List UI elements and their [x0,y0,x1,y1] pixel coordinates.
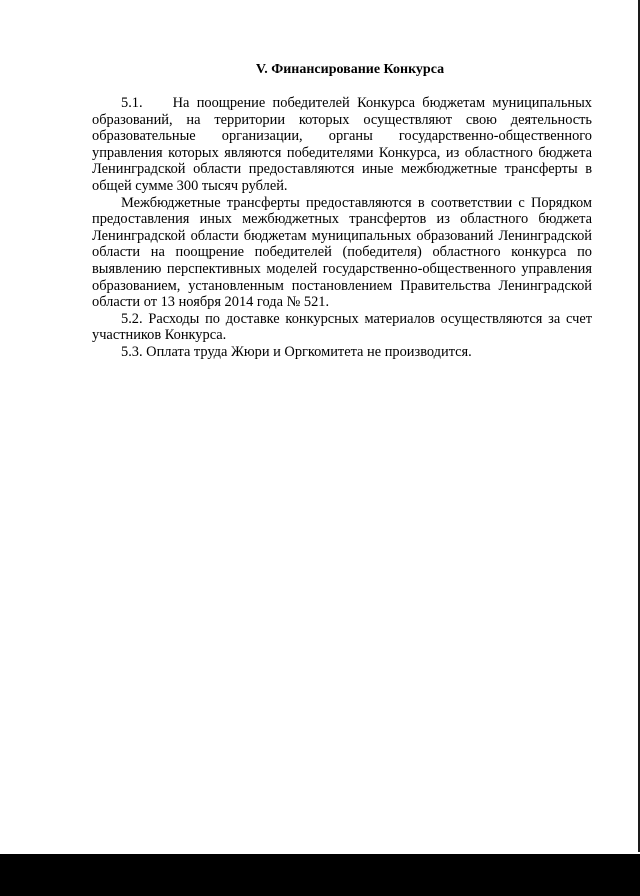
paragraph-transfers: Межбюджетные трансферты предоставляются в соответствии с Порядком предоставления иных межбюджетных трансфертов из областного бюджета Ленинградской области бюджетам муниципальных образований Ленинградской области на поощрение победителей (победителя) областного конкурса по выявлению перспективных моделей государственно-общественного управления образованием, установленным постановлением Правительства Ленинградской области от 13 ноября 2014 года № 521. [92,194,592,311]
scan-bottom-border [0,854,640,896]
paragraph-number: 5.1. [121,95,143,111]
paragraph-5-1 [92,95,592,195]
paragraph-text: На поощрение победителей Конкурса бюджетам муниципальных образований, на территории которых осуществляют свою деятельность образовательные организации, органы государственно-общественного управления которых являются победителями Конкурса, из областного бюджета Ленинградской области предоставляются иные межбюджетные трансферты в общей сумме 300 тысяч рублей. [92,95,592,194]
section-body [92,95,592,361]
paragraph-5-2: 5.2. Расходы по доставке конкурсных материалов осуществляются за счет участников Конкурса. [92,310,592,344]
paragraph-5-3: 5.3. Оплата труда Жюри и Оргкомитета не производится. [121,343,472,360]
section-heading: V. Финансирование Конкурса [255,62,445,77]
